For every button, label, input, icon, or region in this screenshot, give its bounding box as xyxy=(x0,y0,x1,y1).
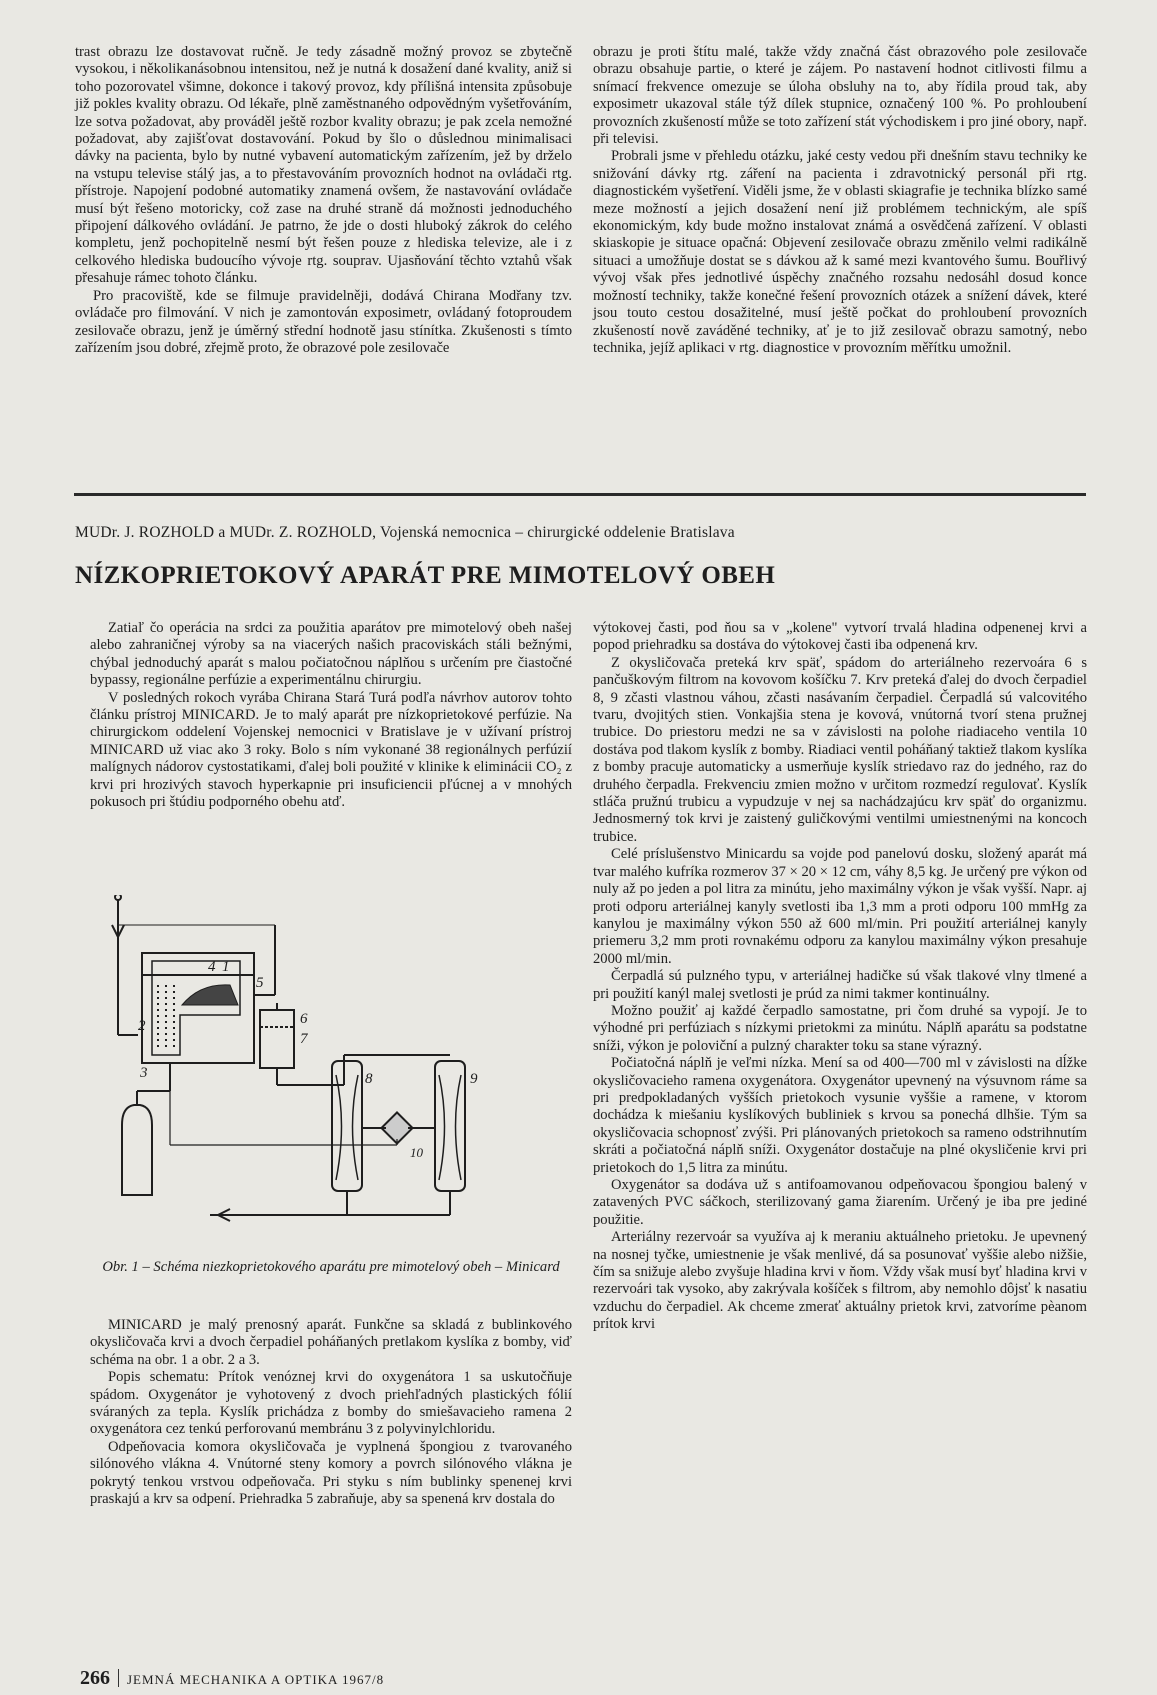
paragraph: Oxygenátor sa dodáva už s antifoamovanou odpeňovacou špongiou balený v zatavených PVC sáčkoch, sterilizovaný gama žiarením. Určený je iba pre jediné použitie. xyxy=(593,1177,1087,1228)
paragraph: Odpeňovacia komora okysličovača je vyplnená špongiou z tvarovaného silónového vlákna 4. Vnútorné steny komory a povrch silónového vlákna je pokrytý tenkou vrstvou odpeňovača. Pri styku s ním bublinky spenenej krvi praskajú a krv sa odpení. Priehradka 5 zabraňuje, aby sa spenená krv dostala do xyxy=(90,1438,572,1508)
page-number: 266 xyxy=(80,1667,110,1689)
paragraph: Probrali jsme v přehledu otázku, jaké cesty vedou při dnešním stavu techniky ke snižování dávky rtg. záření na pacienta i zdravotnický personál při rtg. diagnostickém vyšetření. Viděli jsme, že v oblasti skiagrafie je technika blízko samé meze možností a jejich dosažení není již problémem technickým, ale spíš ekonomickým, kdy bude možno instalovat známá a osvědčená zařízení. V oblasti skiaskopie je situace opačná: Objevení zesilovače obrazu změnilo velmi radikálně situaci a umožňuje dostat se s dávkou až k samé mezi kvantového šumu. Bouřlivý vývoj však přes jednotlivé úspěchy značného rozsahu nedosáhl dosud konce možností techniky, takže konečné řešení provozních otázek a snížení dávek, které jsou touto cestou dosažitelné, musí ještě počkat do prohloubení provozních zkušeností nově zaváděné techniky, ať je to již zesilovač obrazu samotný, nebo technika, jejíž aplikaci v rtg. diagnostice v provozním měřítku umožnil. xyxy=(593,148,1087,356)
paragraph: Arteriálny rezervoár sa využíva aj k meraniu aktuálneho prietoku. Je upevnený na nosnej tyčke, umiestnenie je však menlivé, dá sa posunovať vyššie alebo nižšie, čím sa snižuje alebo zvyšuje hladina krvi v ňom. Vždy však musí byť hladina krvi v rezervoári tak vysoko, aby zakrývala košíček s filtrom, aby nemohlo dôjsť k nasatiu vzduchu do čerpadiel. Ak chceme zmerať aktuálny prietok krvi, zatvoríme pèanom prítok krvi xyxy=(593,1229,1087,1333)
author-byline: MUDr. J. ROZHOLD a MUDr. Z. ROZHOLD, Vojenská nemocnica – chirurgické oddelenie Bratislava xyxy=(75,524,735,541)
article-left-column-bottom xyxy=(90,1317,572,1508)
paragraph: Zatiaľ čo operácia na srdci za použitia aparátov pre mimotelový obeh našej alebo zahraničnej výroby sa na viacerých našich pracoviskách stáli bežnými, chýbal jednoduchý aparát s malou počiatočnou náplňou s určením pre čiastočné bypassy, regionálne perfúzie a experimentálnu chirurgiu. xyxy=(90,620,572,689)
paragraph: trast obrazu lze dostavovat ručně. Je tedy zásadně možný provoz se zbytečně vysokou, i několikanásobnou intensitou, než je nutná k dosažení dané kvality, aniž si toho pozorovatel všimne, dokonce i takový provoz, kdy přílišná intensita způsobuje již pokles kvality obrazu. Od lékaře, plně zaměstnaného odpovědným vyšetřováním, lze sotva požadovat, aby prováděl ještě rozbor kvality obrazu; je pak zcela nemožné požadovat, aby zajišťovat dostavování. Pokud by šlo o důslednou minimalisaci dávky na pacienta, bylo by nutné vybavení automatickým zařízením, jež by drželo na vstupu televise stálý jas, a to přestavováním provozních hodnot na ovládači rtg. přístroje. Napojení podobné automatiky znamená ovšem, že nastavování ovládače musí být řešeno motoricky, což zase na druhé straně dá možnosti jednoduchého připojení dálkového ovládání. Je patrno, že jde o dosti hluboký zákrok do celého kompletu, jenž pochopitelně nesmí být řešen pouze z hlediska televize, ale i z celkového hlediska budoucího vývoje rtg. souprav. Ujasňování těchto vztahů však přesahuje rámec tohoto článku. xyxy=(75,44,572,287)
article-right-column xyxy=(593,620,1087,1334)
minicard-schematic-diagram xyxy=(110,895,560,1245)
journal-name: JEMNÁ MECHANIKA A OPTIKA 1967/8 xyxy=(127,1672,385,1687)
paragraph: Počiatočná náplň je veľmi nízka. Mení sa od 400—700 ml v závislosti na dĺžke okysličovacieho ramena oxygenátora. Oxygenátor upevnený na výsuvnom ráme sa pri predpokladaných vyšších prietokoch vysunie vyššie a ramene, v ktorom dochádza k miešaniu kyslíkových bubliniek s krvou sa ponechá dlhšie. Tým sa okysličovacia schopnosť zvýši. Pri plánovaných prietokoch sa rameno odstrihnutím skráti a počiatočná náplň sníži. Oxygenátor dostačuje na plné okysličenie krvi pri prietokoch do 1,5 litra za minútu. xyxy=(593,1055,1087,1176)
paragraph: Pro pracoviště, kde se filmuje pravidelněji, dodává Chirana Modřany tzv. ovládače pro filmování. V nich je zamontován exposimetr, ovládaný fotoproudem zesilovače obrazu, jenž je úměrný střední hodnotě jasu stínítka. Zkušenosti s tímto zařízením jsou dobré, zřejmě proto, že obrazové pole zesilovače xyxy=(75,287,572,356)
paragraph: MINICARD je malý prenosný aparát. Funkčne sa skladá z bublinkového okysličovača krvi a dvoch čerpadiel poháňaných pretlakom kyslíka z bomby, viď schéma na obr. 1 a obr. 2 a 3. xyxy=(90,1317,572,1368)
top-left-column xyxy=(75,44,572,357)
figure-label: 3 xyxy=(140,1065,148,1081)
paragraph: Celé príslušenstvo Minicardu sa vojde pod panelovú dosku, složený aparát má tvar malého kufríka rozmerov 37 × 20 × 12 cm, váhy 8,5 kg. Je určený pre výkon od nuly až po jeden a pol litra za minútu, jeho maximálny výkon je však vyšší. Napr. aj proti odporu arteriálnej kanyly svetlosti iba 1,3 mm a proti odporu 100 mmHg za kanylou je maximálny výkon 550 až 600 ml/min. Pri použití arteriálnej kanyly priemeru 3,2 mm proti rovnakému odporu za kanylou maximálny výkon presahuje 2000 ml/min. xyxy=(593,846,1087,967)
figure-caption: Obr. 1 – Schéma niezkoprietokového aparátu pre mimotelový obeh – Minicard xyxy=(102,1259,560,1275)
paragraph: V posledných rokoch vyrába Chirana Stará Turá podľa návrhov autorov tohto článku prístroj MINICARD. Je to malý aparát pre nízkoprietokové perfúzie. Na chirurgickom oddelení Vojenskej nemocnici v Bratislave je v užívaní prístroj MINICARD už viac ako 3 roky. Bolo s ním vykonané 38 regionálnych perfúzií malígnych nádorov cystostatikami, ďalej boli použité v klinike k eliminácii CO₂ z krvi pri hrozivých stavoch hyperkapnie pri insuficiencii pľúcnej a v mnohých pokusoch pri štúdiu podporného obehu atď. xyxy=(90,689,572,811)
paragraph: Čerpadlá sú pulzného typu, v arteriálnej hadičke sú však tlakové vlny tlmené a pri použití kanýl malej svetlosti je prúd za nimi takmer kontinuálny. xyxy=(593,968,1087,1002)
figure-label: 7 xyxy=(300,1031,308,1047)
top-right-column xyxy=(593,44,1087,357)
paragraph: Popis schematu: Prítok venóznej krvi do oxygenátora 1 sa uskutočňuje spádom. Oxygenátor je vyhotovený z dvoch priehľadných plastických fólií sváraných za tepla. Kyslík prichádza z bomby do smiešavacieho ramena 2 oxygenátora cez tenkú perforovanú membránu 3 z polyvinylchloridu. xyxy=(90,1369,572,1438)
figure-label: 10 xyxy=(410,1145,423,1160)
paragraph: obrazu je proti štítu malé, takže vždy značná část obrazového pole zesilovače obrazu obsahuje partie, o které je zájem. Po nastavení hodnot citlivosti filmu a snímací frekvence omezuje se úloha obsluhy na to, aby řídila proud tak, aby exposimetr ukazoval stále týž dílek stupnice, označený 100 %. Po prohloubení provozních zkušeností může se toto zařízení stát východiskem i pro jiné obory, např. při televisi. xyxy=(593,44,1087,148)
paragraph: výtokovej časti, pod ňou sa v „kolene" vytvorí trvalá hladina odpenenej krvi a popod priehradku sa dostáva do výtokovej časti iba odpenená krv. xyxy=(593,620,1087,654)
figure-label: 2 xyxy=(138,1018,146,1034)
figure-label: 9 xyxy=(470,1071,478,1087)
figure-label: 1 xyxy=(222,959,230,975)
article-title: NÍZKOPRIETOKOVÝ APARÁT PRE MIMOTELOVÝ OBEH xyxy=(75,562,776,589)
schematic-figure xyxy=(110,895,560,1245)
section-divider xyxy=(74,493,1086,496)
paragraph: Z okysličovača preteká krv späť, spádom do arteriálneho rezervoára 6 s pančuškovým filtrom na kovovom košíčku 7. Krv preteká ďalej do dvoch čerpadiel 8, 9 zčasti vlastnou váhou, zčasti nasávaním čerpadiel. Čerpadlá sú valcovitého tvaru, dvojitých stien. Vonkajšia stena je kovová, vnútorná tvorí stena pružnej trubice. Do priestoru medzi ne sa v závislosti na polohe riadiaceho ventila 10 dostáva pod tlakom kyslík z bomby. Riadiaci ventil poháňaný taktiež tlakom kyslíka z bomby pracuje automaticky a usmerňuje kyslík striedavo raz do jedného, raz do druhého čerpadla. Frekvenciu zmien možno v určitom rozmedzí regulovať. Kyslík stláča pružnú trubicu a vypudzuje v nej sa nachádzajúcu krv späť do organizmu. Jednosmerný tok krvi je zaistený guličkovými ventilmi umiestnenými na koncoch trubice. xyxy=(593,654,1087,845)
footer-separator xyxy=(118,1669,119,1687)
page-footer xyxy=(80,1667,384,1690)
paragraph: Možno použiť aj každé čerpadlo samostatne, pri čom druhé sa vypojí. Je to výhodné pri perfúziach s nízkymi prietokmi za minútu. Náplň aparátu sa podstatne sníži, výkon je poloviční a pulzný charakter toku sa stane výrazný. xyxy=(593,1002,1087,1054)
article-left-column-top xyxy=(90,620,572,811)
figure-label: 6 xyxy=(300,1011,308,1027)
figure-label: 8 xyxy=(365,1071,373,1087)
figure-label: 5 xyxy=(256,975,264,991)
figure-label: 4 xyxy=(208,959,216,975)
